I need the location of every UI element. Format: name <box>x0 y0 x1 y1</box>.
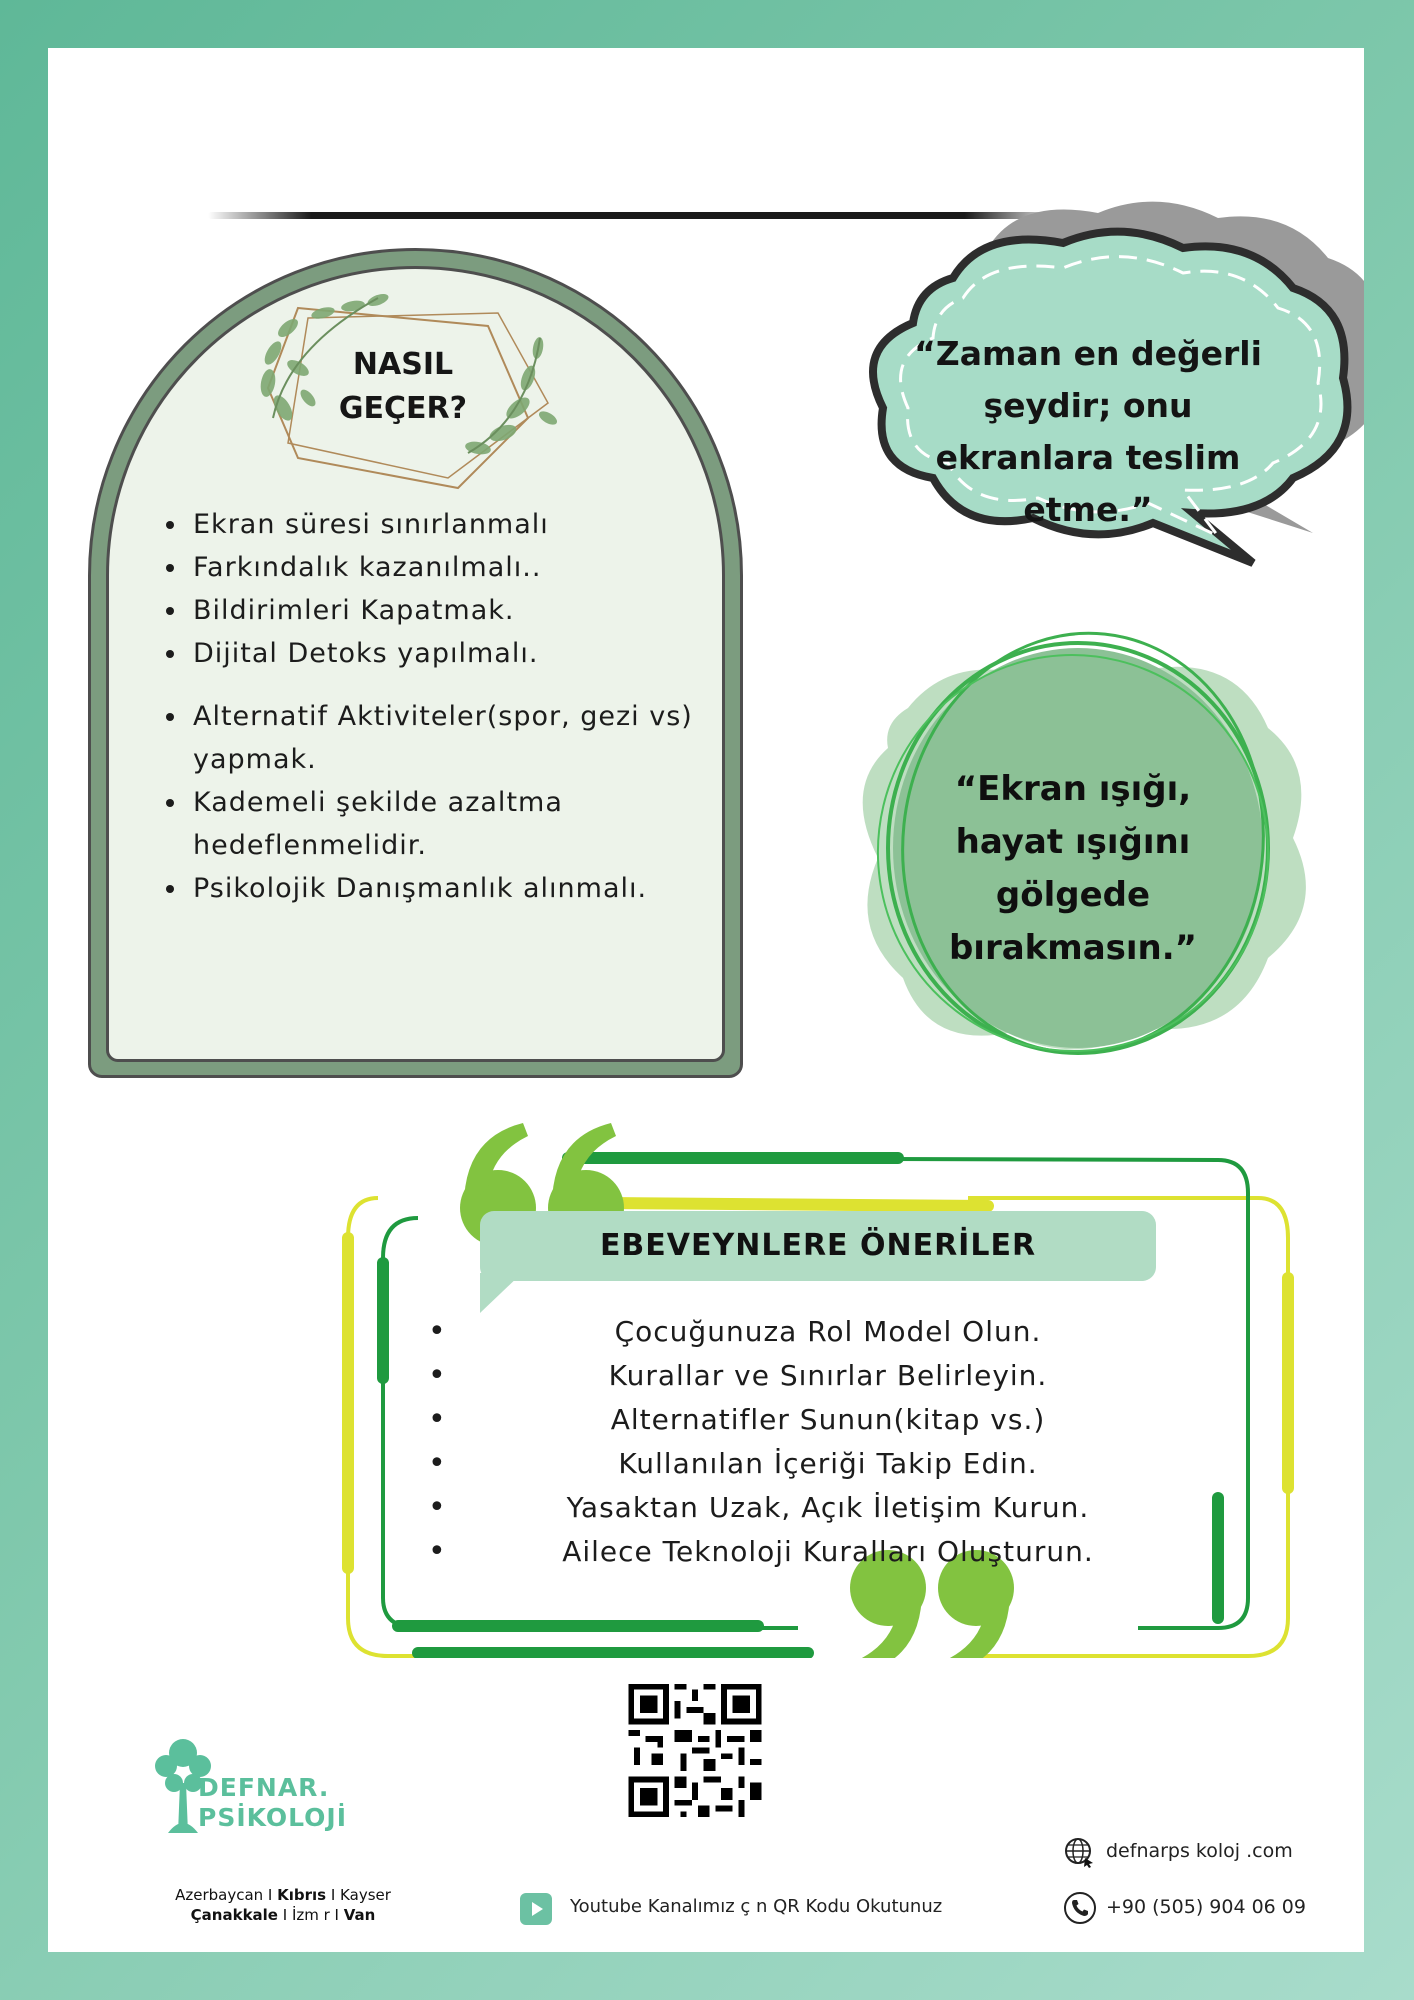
list-item: • Alternatif Aktiviteler(spor, gezi vs) yapmak. <box>189 695 749 781</box>
logo-text-line-2: PSİKOLOJİ <box>198 1803 348 1832</box>
qr-code[interactable] <box>620 1678 770 1823</box>
list-item: • Dijital Detoks yapılmalı. <box>189 632 749 675</box>
list-item: • Yasaktan Uzak, Açık İletişim Kurun. <box>428 1486 1188 1530</box>
globe-icon <box>1063 1836 1095 1868</box>
cloud-quote-line: “Zaman en değerli <box>914 334 1262 373</box>
list-item: • Alternatifler Sunun(kitap vs.) <box>428 1398 1188 1442</box>
list-item: • Kademeli şekilde azaltma hedeflenmelidir. <box>189 781 749 867</box>
list-item: • Psikolojik Danışmanlık alınmalı. <box>189 867 749 910</box>
cloud-quote-line: ekranlara teslim <box>935 438 1241 477</box>
parents-list <box>428 1310 1188 1574</box>
blob-quote-line: bırakmasın.” <box>948 928 1198 968</box>
list-item: • Ekran süresi sınırlanmalı <box>189 503 749 546</box>
blob-quote-line: “Ekran ışığı, <box>954 769 1192 809</box>
list-item: • Farkındalık kazanılmalı.. <box>189 546 749 589</box>
poster-page <box>48 48 1364 1952</box>
list-item: • Kullanılan İçeriği Takip Edin. <box>428 1442 1188 1486</box>
cloud-quote-line: şeydir; onu <box>983 386 1193 425</box>
cities-text-bold: Van <box>343 1906 376 1924</box>
cities-text: Azerbaycan I <box>175 1886 278 1904</box>
cities-text-bold: Çanakkale <box>190 1906 278 1924</box>
phone-icon <box>1063 1891 1097 1925</box>
logo-text-line-1: DEFNAR. <box>198 1773 330 1802</box>
cities-text-bold: Kıbrıs <box>277 1886 327 1904</box>
parents-section-title: EBEVEYNLERE ÖNERİLER <box>599 1228 1037 1263</box>
list-item: • Kurallar ve Sınırlar Belirleyin. <box>428 1354 1188 1398</box>
arch-title-line-1: NASIL <box>352 347 454 382</box>
cities-text: I Kayser <box>326 1886 391 1904</box>
cities-line-2 <box>153 1905 413 1925</box>
youtube-caption: Youtube Kanalımız ç n QR Kodu Okutunuz <box>570 1896 943 1917</box>
youtube-icon[interactable] <box>520 1893 552 1925</box>
phone-number[interactable]: +90 (505) 904 06 09 <box>1106 1896 1306 1918</box>
blob-quote <box>918 763 1228 975</box>
cities-line-1 <box>153 1885 413 1905</box>
list-item: • Bildirimleri Kapatmak. <box>189 589 749 632</box>
cloud-quote-line: etme.” <box>1023 490 1153 529</box>
blob-quote-line: gölgede <box>995 875 1151 915</box>
cities-text: I İzm r I <box>277 1906 344 1924</box>
blob-quote-line: hayat ışığını <box>955 822 1191 862</box>
arch-title-line-2: GEÇER? <box>338 391 468 426</box>
arch-card-title <box>278 343 528 431</box>
list-item: • Çocuğunuza Rol Model Olun. <box>428 1310 1188 1354</box>
arch-card-list <box>153 503 749 910</box>
list-item: • Ailece Teknoloji Kuralları Oluşturun. <box>428 1530 1188 1574</box>
cloud-quote <box>908 328 1268 536</box>
website-link[interactable]: defnarps koloj .com <box>1106 1840 1293 1862</box>
